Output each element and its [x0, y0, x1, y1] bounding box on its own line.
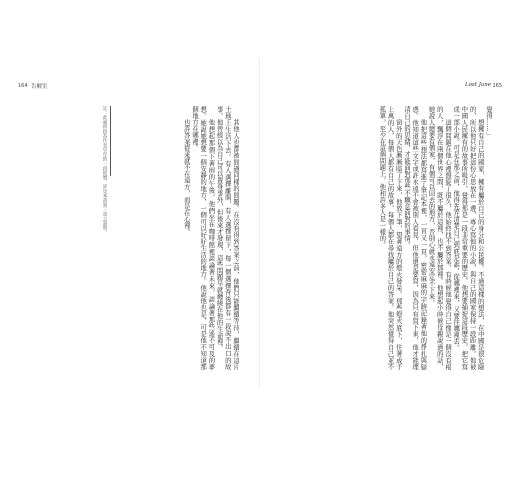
book-spread: [9, 58, 511, 388]
left-page: [9, 58, 260, 388]
paragraph: 窗外的天色漸漸暗了下來，他放下筆，望著遠方的燈火發呆。那些燈火底下，住著成千上萬的人，每個人都有自己的故事，每個人都在尋找屬於自己的答案。他突然覺得自己並不孤單，至少在這個問題上，他和許多人是一樣的。: [378, 106, 402, 370]
paragraph: 想擁有自己的國家，擁有屬於自己的身分和公民權。不過這樣的想法，在中國是很危險的，所以他只好把這份心思放在一邊，專心寫他的小說，與自己的國家保持一段距離。他被中國人民擁有的故事所吸引，覺得那是一段非常重要的歷史，他想要捕捉這段歷史，把它寫成一部小說。可是在那之前，他得先弄清楚自己到底是誰，從哪裡來，又要往哪裡去。: [452, 106, 484, 370]
left-body-text: [117, 106, 239, 370]
left-page-number: 164: [18, 83, 28, 89]
paragraph: 覺得……」: [485, 106, 492, 139]
left-running-head: 告解室: [31, 84, 48, 90]
footnote-rule: [110, 106, 111, 176]
paragraph: 也許答案從來就不在遠方，而是在心裡。: [182, 118, 190, 235]
footnote: 註：此處所指為作者早年的一段經歷，詳見本書第三章之說明。: [102, 106, 107, 235]
paragraph: 他把這些想法都寫進了筆記本裡，一頁又一頁，密密麻麻的字跡記錄著他的掙扎與疑惑。他知道這些文字或許永遠不會被別人看見，但他還是要寫，因為只有寫下來，他才能理清自己的思緒，才能面對那些不願意面對的事情。: [402, 106, 427, 370]
paragraph: 其他人也都被問過同樣的問題。在沒有得到答案之前，他們只能繼續等待，繼續在這片土地上生活下去。有人選擇離開，有人選擇留下，每一個選擇背後都有一段說不出口的故事。他曾經以為自己可以置身事外，但後來才發現，這些問題早就纏繞在他的生命裡。: [215, 106, 239, 370]
right-running-head: Lost Jane: [464, 82, 491, 88]
right-page-number: 165: [492, 83, 502, 89]
right-page: [260, 58, 511, 388]
paragraph: 這個問題在他心裡盤旋了很久，他始終找不到答案。有時候他覺得自己像是一個沒有根的人，飄浮在兩個世界之間，既不屬於這裡，也不屬於那裡。他想起小時候母親說過的話，她說人總要有個家，有個可以回去的地方，否則心就永遠安定不下來。: [427, 106, 451, 370]
right-body-text: [284, 106, 492, 370]
paragraph: 他想起那個下著雨的午後，他們坐在咖啡館裡談論著未來，談論著那些遙不可及的夢想。她說她想要一個安靜的地方，一個可以好好生活的地方。他說他也是，可是他不知道那個地方在哪裡。: [190, 106, 215, 370]
